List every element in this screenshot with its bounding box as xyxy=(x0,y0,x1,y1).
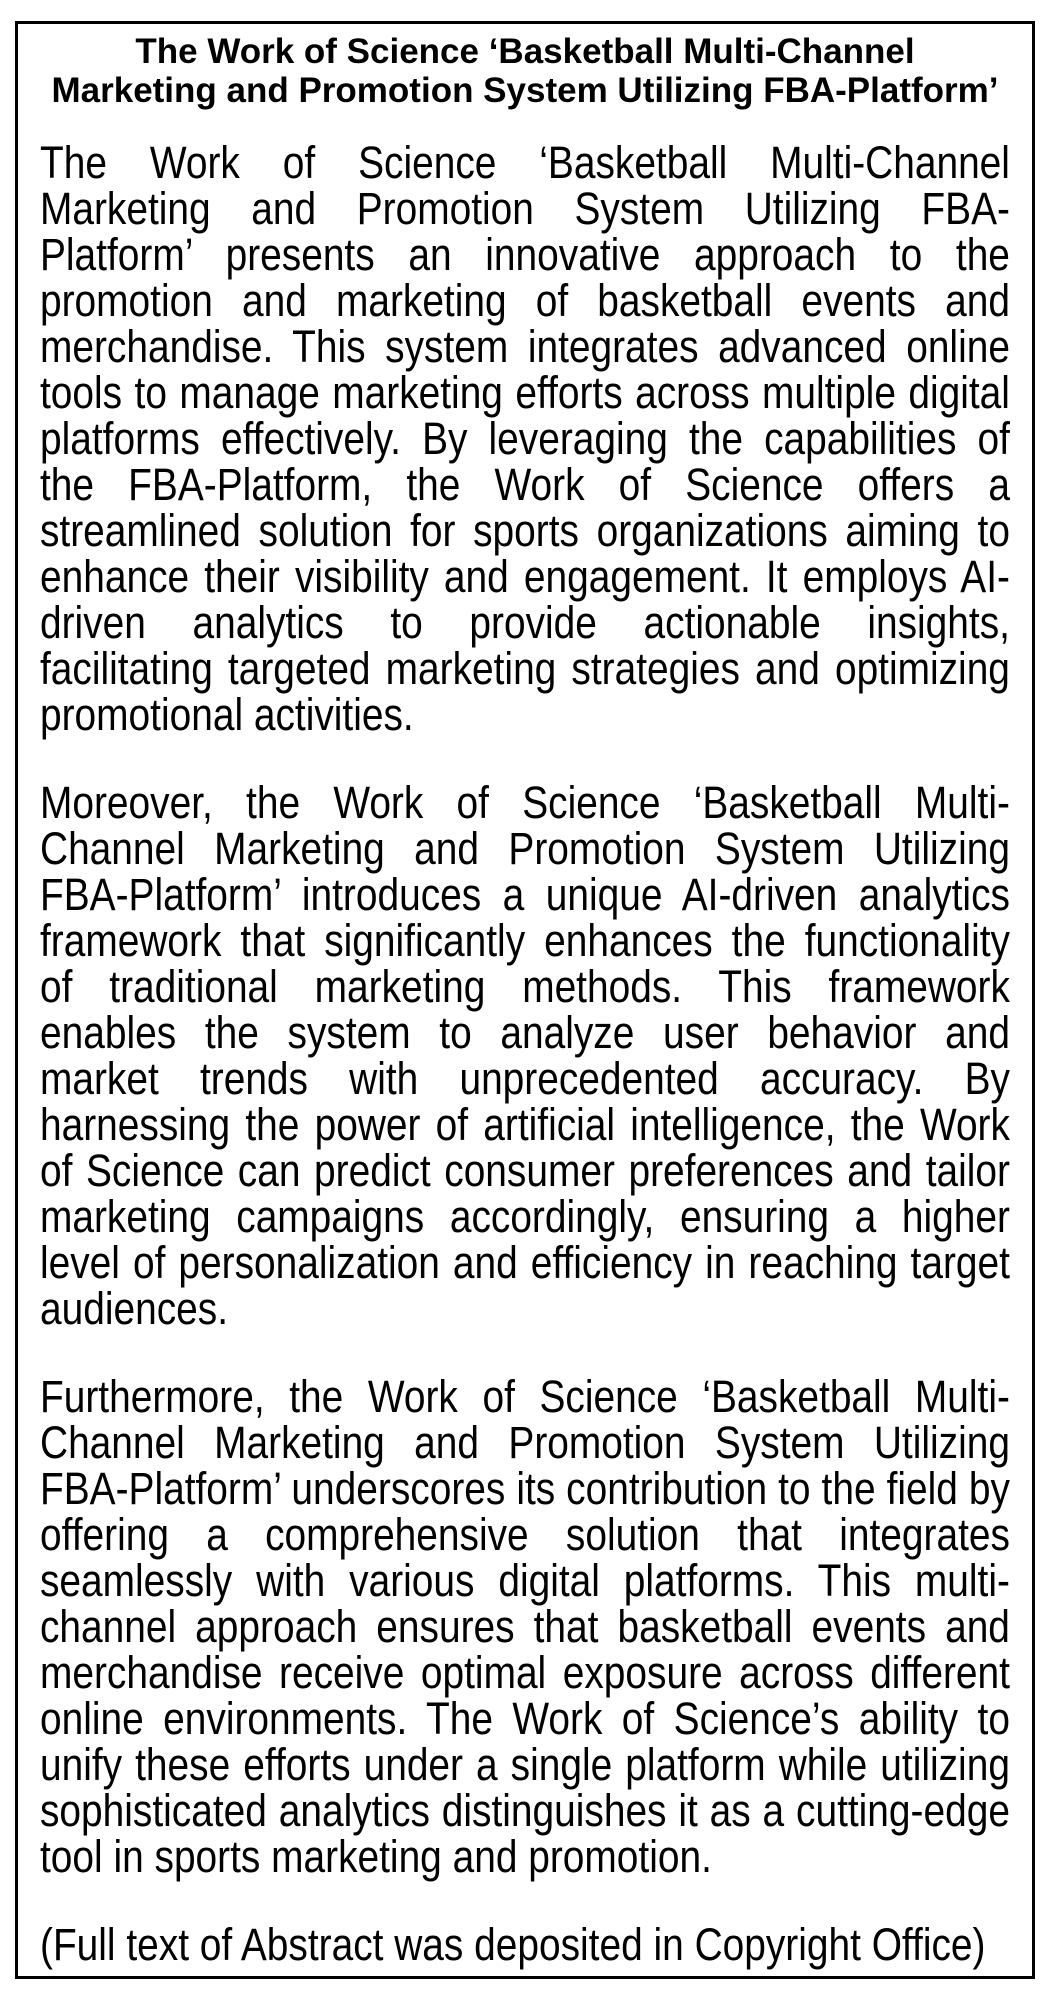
abstract-box xyxy=(15,21,1035,1979)
abstract-title xyxy=(40,32,1010,110)
abstract-title-line-1: The Work of Science ‘Basketball Multi-Channel xyxy=(135,32,915,71)
abstract-paragraph-3: Furthermore, the Work of Science ‘Basketball Multi-Channel Marketing and Promotion System Utilizing FBA-Platform’ underscores its contribution to the field by offering a comprehensive solution that integrates seamlessly with various digital platforms. This multi-channel approach ensures that basketball events and merchandise receive optimal exposure across different online environments. The Work of Science’s ability to unify these efforts under a single platform while utilizing sophisticated analytics distinguishes it as a cutting-edge tool in sports marketing and promotion. xyxy=(40,1371,1010,1882)
abstract-body xyxy=(40,137,1010,1970)
abstract-title-line-2: Marketing and Promotion System Utilizing FBA-Platform’ xyxy=(51,71,999,110)
abstract-paragraph-1: The Work of Science ‘Basketball Multi-Channel Marketing and Promotion System Utilizing FBA-Platform’ presents an innovative approach to the promotion and marketing of basketball events and merchandise. This system integrates advanced online tools to manage marketing efforts across multiple digital platforms effectively. By leveraging the capabilities of the FBA-Platform, the Work of Science offers a streamlined solution for sports organizations aiming to enhance their visibility and engagement. It employs AI-driven analytics to provide actionable insights, facilitating targeted marketing strategies and optimizing promotional activities. xyxy=(40,137,1010,740)
footer-note: (Full text of Abstract was deposited in Copyright Office) xyxy=(40,1919,986,1970)
abstract-paragraph-2: Moreover, the Work of Science ‘Basketball Multi-Channel Marketing and Promotion System Utilizing FBA-Platform’ introduces a unique AI-driven analytics framework that significantly enhances the functionality of traditional marketing methods. This framework enables the system to analyze user behavior and market trends with unprecedented accuracy. By harnessing the power of artificial intelligence, the Work of Science can predict consumer preferences and tailor marketing campaigns accordingly, ensuring a higher level of personalization and efficiency in reaching target audiences. xyxy=(40,777,1010,1334)
